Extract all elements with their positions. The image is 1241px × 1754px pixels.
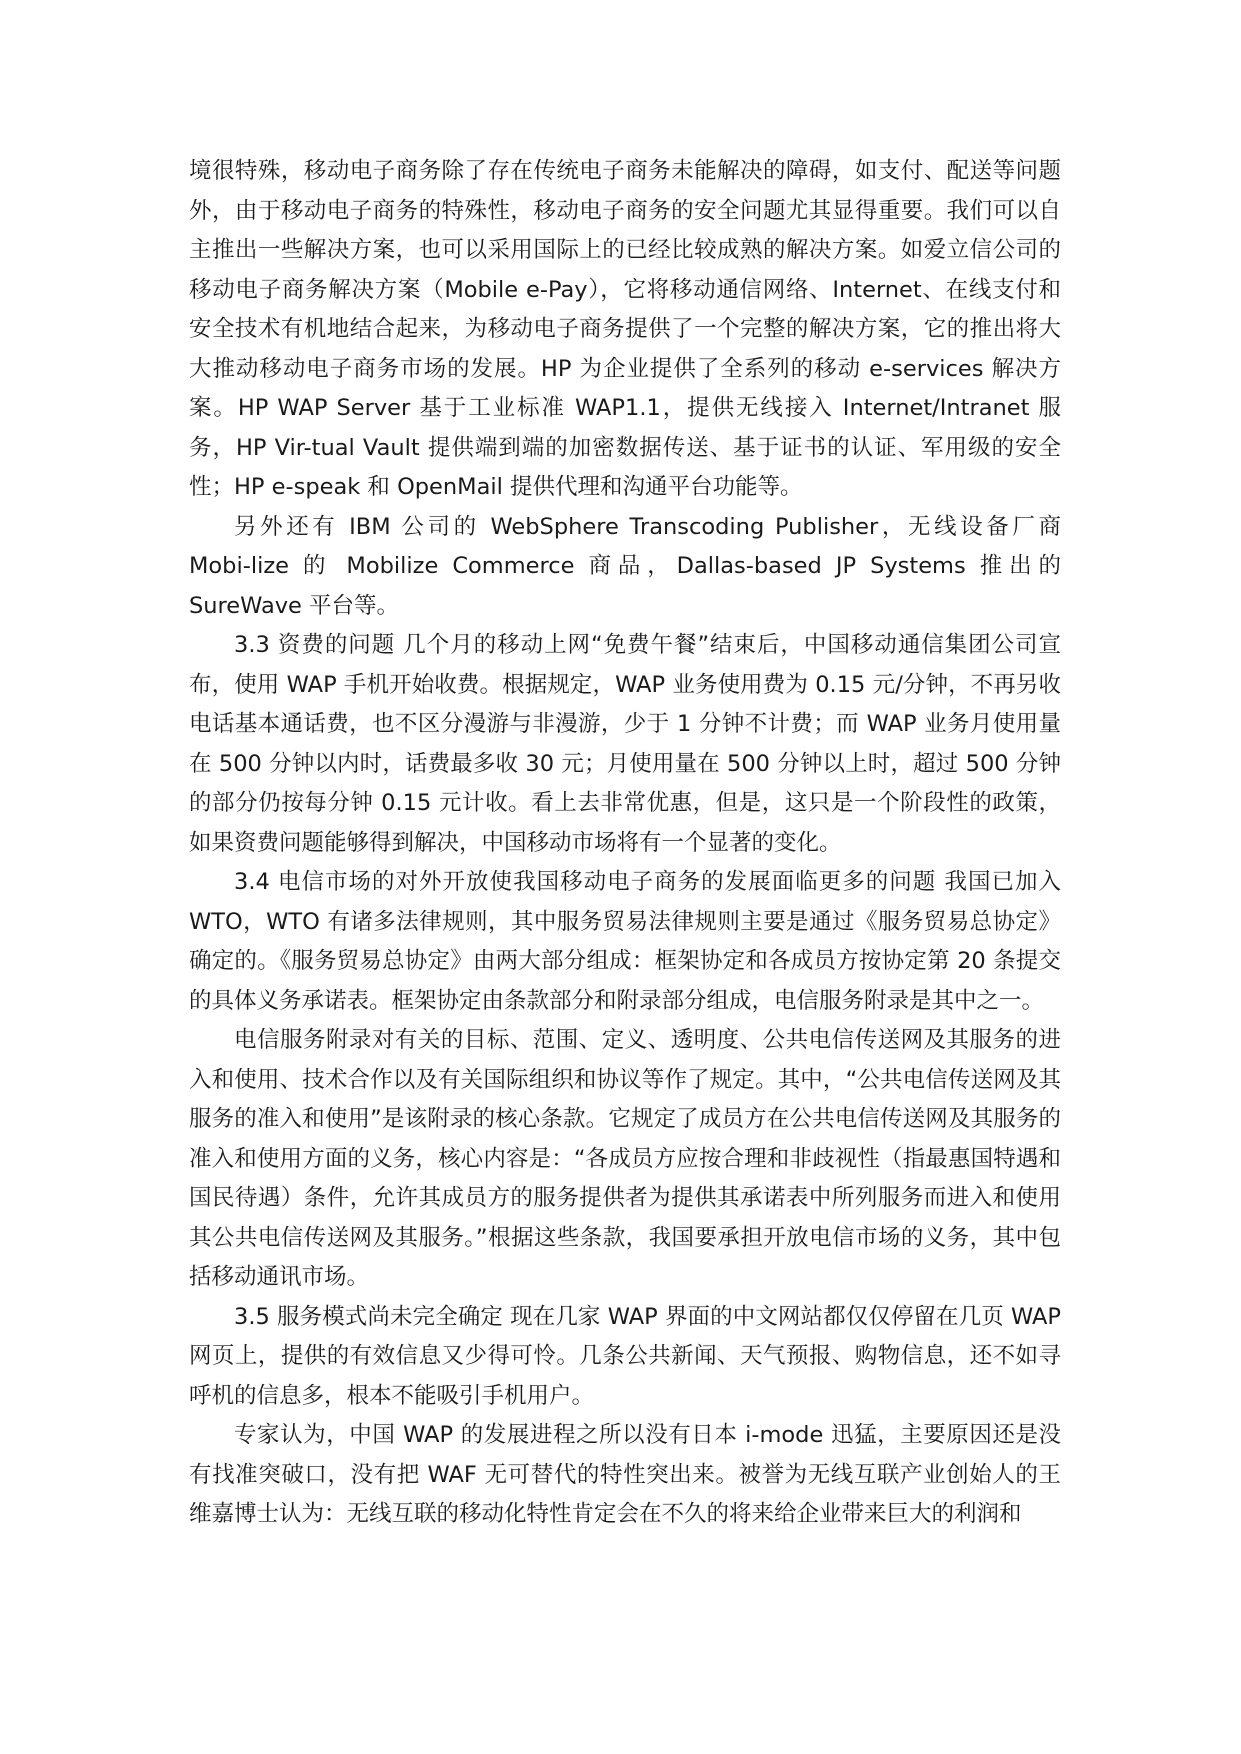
paragraph-security-solutions: 境很特殊，移动电子商务除了存在传统电子商务未能解决的障碍，如支付、配送等问题外，由于移动电子商务的特殊性，移动电子商务的安全问题尤其显得重要。我们可以自主推出一些解决方案，也可以采用国际上的已经比较成熟的解决方案。如爱立信公司的移动电子商务解决方案（Mobile e-Pay），它将移动通信网络、Internet、在线支付和安全技术有机地结合起来，为移动电子商务提供了一个完整的解决方案，它的推出将大大推动移动电子商务市场的发展。HP 为企业提供了全系列的移动 e-services 解决方案。HP WAP Server 基于工业标准 WAP1.1，提供无线接入 Internet/Intranet 服务，HP Vir-tual Vault 提供端到端的加密数据传送、基于证书的认证、军用级的安全性；HP e-speak 和 OpenMail 提供代理和沟通平台功能等。 (189, 158, 1061, 500)
paragraph-expert-opinion: 专家认为，中国 WAP 的发展进程之所以没有日本 i-mode 迅猛，主要原因还是没有找准突破口，没有把 WAF 无可替代的特性突出来。被誉为无线互联产业创始人的王维嘉博士认为：无线互联的移动化特性肯定会在不久的将来给企业带来巨大的利润和 (189, 1422, 1061, 1527)
paragraph-section-3-5-service-model: 3.5 服务模式尚未完全确定 现在几家 WAP 界面的中文网站都仅仅停留在几页 WAP 网页上，提供的有效信息又少得可怜。几条公共新闻、天气预报、购物信息，还不如寻呼机的信息多，根本不能吸引手机用户。 (189, 1303, 1061, 1409)
article-body (189, 152, 1061, 1535)
paragraph-other-vendors: 另外还有 IBM 公司的 WebSphere Transcoding Publisher，无线设备厂商 Mobi-lize 的 Mobilize Commerce 商品，Dallas-based JP Systems 推出的 SureWave 平台等。 (189, 513, 1061, 619)
paragraph-section-3-4-market-opening: 3.4 电信市场的对外开放使我国移动电子商务的发展面临更多的问题 我国已加入 WTO，WTO 有诸多法律规则，其中服务贸易法律规则主要是通过《服务贸易总协定》确定的。《服务贸易总协定》由两大部分组成：框架协定和各成员方按协定第 20 条提交的具体义务承诺表。框架协定由条款部分和附录部分组成，电信服务附录是其中之一。 (189, 869, 1061, 1014)
paragraph-telecom-annex: 电信服务附录对有关的目标、范围、定义、透明度、公共电信传送网及其服务的进入和使用、技术合作以及有关国际组织和协议等作了规定。其中，“公共电信传送网及其服务的准入和使用”是该附录的核心条款。它规定了成员方在公共电信传送网及其服务的准入和使用方面的义务，核心内容是：“各成员方应按合理和非歧视性（指最惠国特遇和国民待遇）条件，允许其成员方的服务提供者为提供其承诺表中所列服务而进入和使用其公共电信传送网及其服务。”根据这些条款，我国要承担开放电信市场的义务，其中包括移动通讯市场。 (189, 1027, 1061, 1290)
paragraph-section-3-3-tariffs: 3.3 资费的问题 几个月的移动上网“免费午餐”结束后，中国移动通信集团公司宣布，使用 WAP 手机开始收费。根据规定，WAP 业务使用费为 0.15 元/分钟，不再另收电话基本通话费，也不区分漫游与非漫游，少于 1 分钟不计费；而 WAP 业务月使用量在 500 分钟以内时，话费最多收 30 元；月使用量在 500 分钟以上时，超过 500 分钟的部分仍按每分钟 0.15 元计收。看上去非常优惠，但是，这只是一个阶段性的政策，如果资费问题能够得到解决，中国移动市场将有一个显著的变化。 (189, 632, 1061, 856)
